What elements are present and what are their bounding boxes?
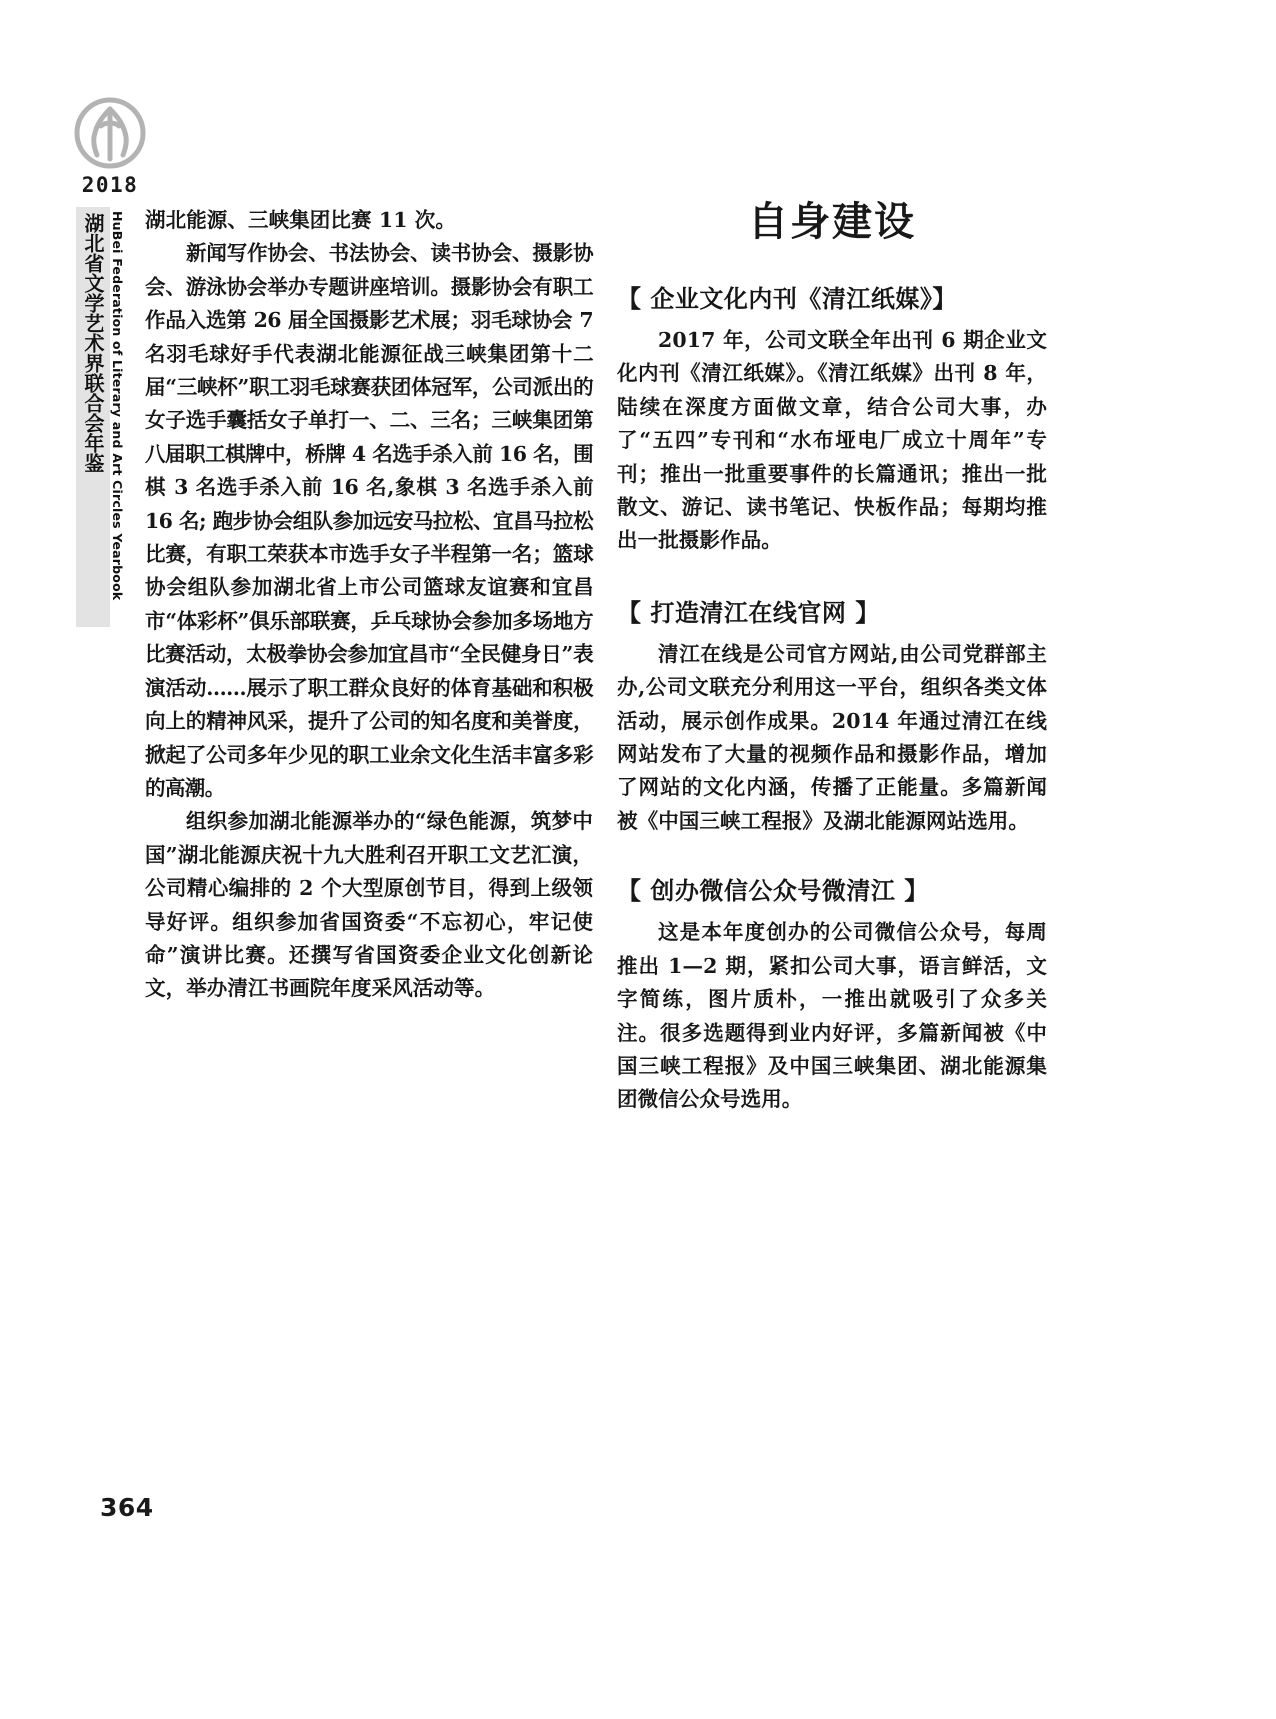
section-wechat-public-account (617, 874, 1047, 1116)
section-heading: 【 企业文化内刊《清江纸媒》】 (617, 285, 957, 313)
masthead-block (70, 95, 150, 635)
section-body: 这是本年度创办的公司微信公众号，每周推出 1—2 期，紧扣公司大事，语言鲜活，文字简练，图片质朴，一推出就吸引了众多关注。很多选题得到业内好评，多篇新闻被《中国三峡工程报》及中国三峡集团、湖北能源集团微信公众号选用。 (617, 920, 1047, 1112)
yearbook-year: 2018 (81, 173, 139, 197)
section-body: 清江在线是公司官方网站,由公司党群部主办,公司文联充分利用这一平台，组织各类文体活动，展示创作成果。2014 年通过清江在线网站发布了大量的视频作品和摄影作品，增加了网站的文化内涵，传播了正能量。多篇新闻被《中国三峡工程报》及湖北能源网站选用。 (617, 641, 1047, 833)
left-text-column (145, 204, 593, 1006)
paragraph: 湖北能源、三峡集团比赛 11 次。 (145, 208, 457, 232)
section-heading: 【 创办微信公众号微清江 】 (617, 877, 929, 906)
right-text-column (617, 196, 1047, 1147)
paragraph: 组织参加湖北能源举办的“绿色能源，筑梦中国”湖北能源庆祝十九大胜利召开职工文艺汇演，公司精心编排的 2 个大型原创节目，得到上级领导好评。组织参加省国资委“不忘初心，牢记使命”演讲比赛。还撰写省国资委企业文化创新论文，举办清江书画院年度采风活动等。 (145, 809, 593, 1001)
section-heading: 【 打造清江在线官网 】 (617, 598, 880, 627)
section-qingjiang-online-website (617, 596, 1047, 838)
paragraph: 新闻写作协会、书法协会、读书协会、摄影协会、游泳协会举办专题讲座培训。摄影协会有职工作品入选第 26 届全国摄影艺术展；羽毛球协会 7 名羽毛球好手代表湖北能源征战三峡集团第十二届“三峡杯”职工羽毛球赛获团体冠军，公司派出的女子选手囊括女子单打一、二、三名；三峡集团第八届职工棋牌中，桥牌 4 名选手杀入前 16 名，围棋 3 名选手杀入前 16 名,象棋 3 名选手杀入前 16 名; 跑步协会组队参加远安马拉松、宜昌马拉松比赛，有职工荣获本市选手女子半程第一名；篮球协会组队参加湖北省上市公司篮球友谊赛和宜昌市“体彩杯”俱乐部联赛，乒乓球协会参加多场地方比赛活动，太极拳协会参加宜昌市“全民健身日”表演活动……展示了职工群众良好的体育基础和积极向上的精神风采，提升了公司的知名度和美誉度，掀起了公司多年少见的职工业余文化生活丰富多彩的高潮。 (145, 241, 593, 800)
sidebar-title-english: HuBei Federation of Literary and Art Circles Yearbook (110, 211, 125, 601)
hubei-federation-emblem-icon (72, 95, 148, 171)
page-number: 364 (100, 1493, 154, 1522)
page-title: 自身建设 (748, 199, 916, 245)
section-body: 2017 年，公司文联全年出刊 6 期企业文化内刊《清江纸媒》。《清江纸媒》出刊 8 年，陆续在深度方面做文章，结合公司大事，办了“五四”专刊和“水布垭电厂成立十周年”专刊；推出一批重要事件的长篇通讯；推出一批散文、游记、读书笔记、快板作品；每期均推出一批摄影作品。 (617, 328, 1047, 553)
sidebar-title-chinese: 湖北省文学艺术界联合会年鉴 (81, 213, 105, 473)
section-enterprise-culture-journal (617, 282, 1047, 558)
